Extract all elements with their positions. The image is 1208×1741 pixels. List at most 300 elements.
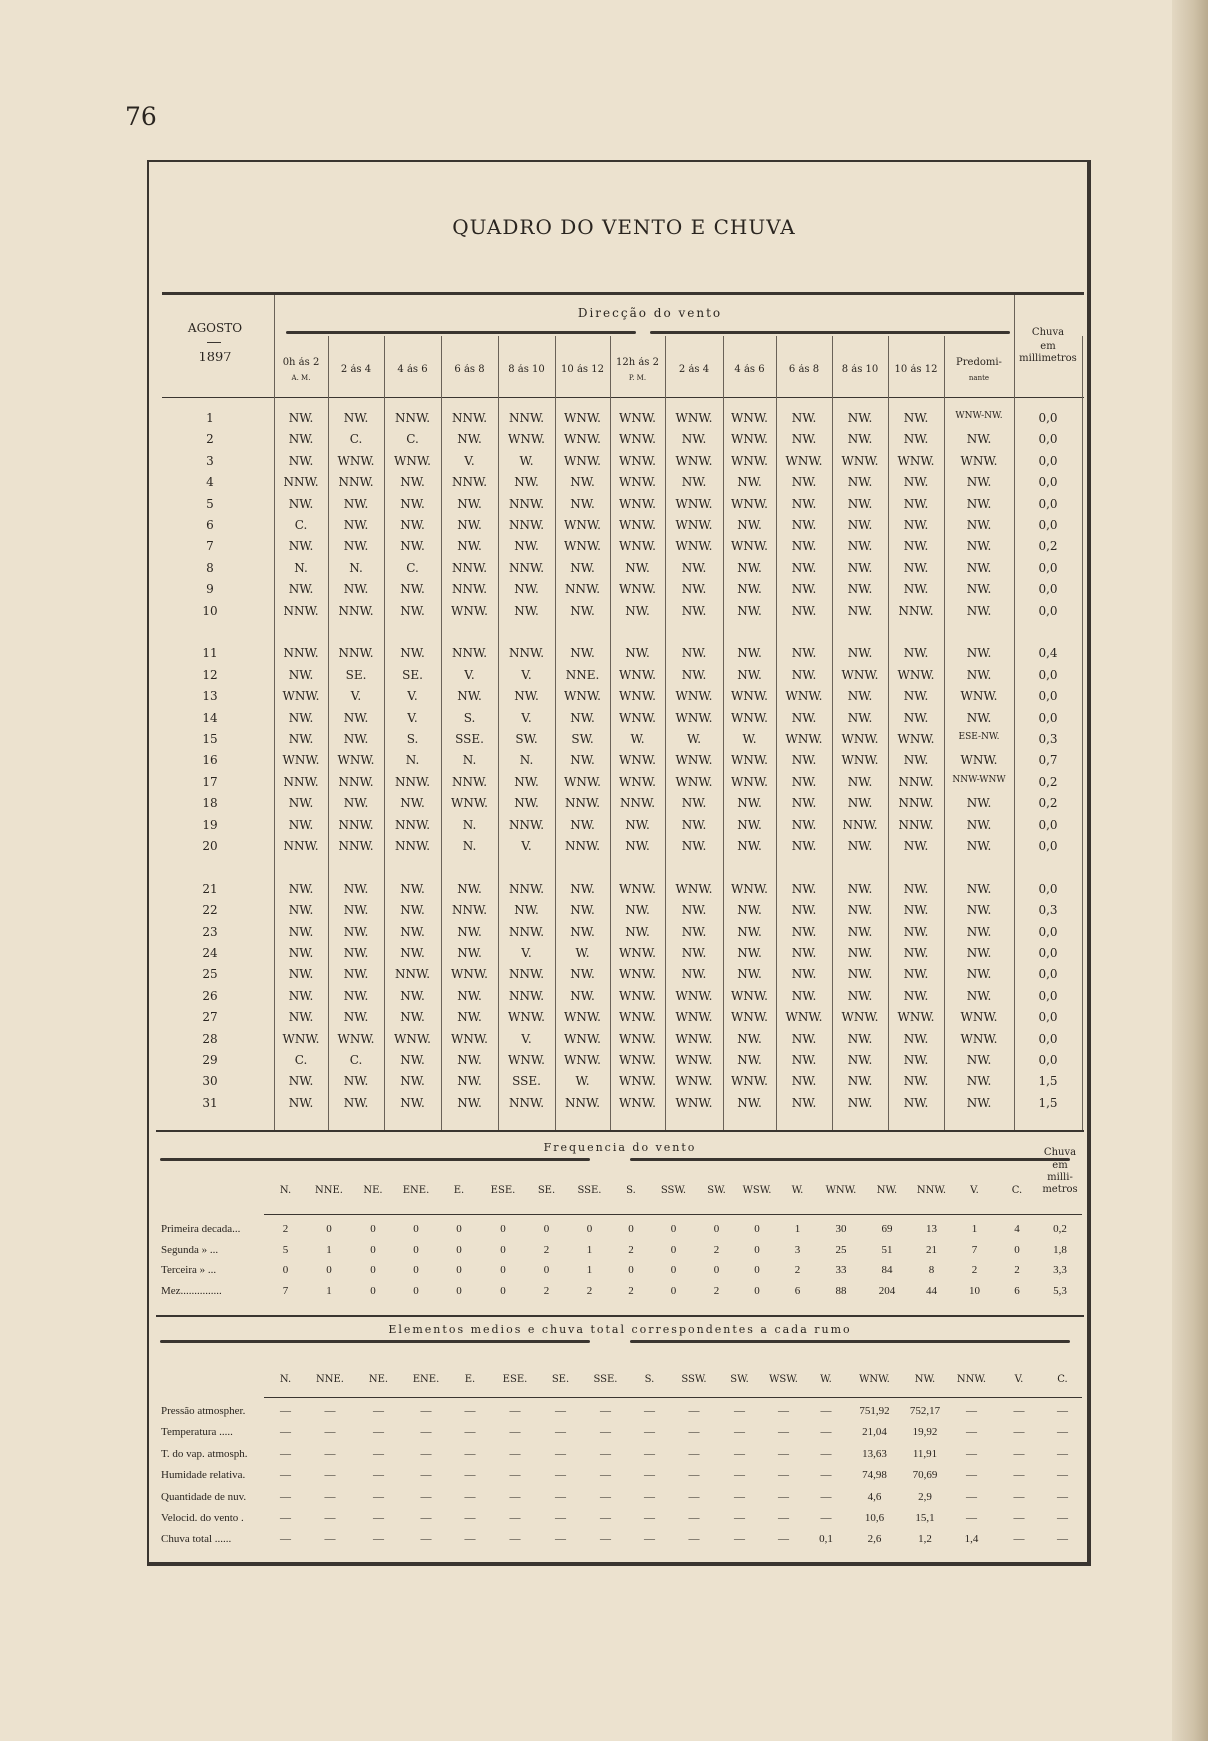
wind-cell: 0,7 [1038, 753, 1058, 768]
wind-cell: NW. [514, 774, 539, 789]
column-header: 12h ás 2 [616, 357, 659, 368]
table-cell: — [420, 1405, 432, 1417]
wind-cell: 28 [202, 1031, 218, 1046]
wind-cell: N. [349, 560, 363, 575]
table-cell: — [688, 1512, 700, 1524]
column-header: W. [820, 1374, 832, 1385]
wind-cell: NW. [343, 496, 369, 511]
wind-cell: NW. [514, 796, 539, 811]
direction-swash-right [650, 331, 1010, 334]
wind-cell: NW. [737, 924, 762, 939]
column-header: WNW. [825, 1185, 857, 1196]
table-cell: 88 [835, 1284, 847, 1297]
section-swash-right [630, 1158, 1070, 1161]
wind-cell: NW. [847, 774, 873, 789]
wind-cell: NNW. [508, 967, 545, 982]
page-edge-shadow [1172, 0, 1208, 1741]
table-cell: — [688, 1490, 700, 1503]
wind-cell: NW. [847, 881, 873, 896]
column-header: NE. [368, 1374, 389, 1385]
table-cell: 0 [282, 1264, 289, 1276]
wind-cell: WNW. [564, 432, 601, 447]
wind-cell: NNE. [565, 667, 600, 682]
table-cell: 1 [326, 1243, 332, 1256]
wind-cell: NW. [737, 603, 762, 618]
wind-cell: NW. [457, 1095, 482, 1110]
wind-cell: NW. [681, 582, 707, 597]
wind-cell: NW. [791, 475, 817, 490]
table-cell: 0 [456, 1243, 462, 1256]
wind-cell: NW. [681, 667, 707, 682]
wind-cell: 26 [202, 988, 218, 1003]
wind-cell: 0,0 [1038, 411, 1058, 425]
table-cell: — [373, 1447, 384, 1460]
rain-header: milli- [1047, 1172, 1073, 1183]
wind-cell: NNW. [451, 411, 488, 425]
wind-cell: NW. [737, 475, 762, 490]
wind-cell: WNW. [675, 1074, 713, 1089]
table-cell: — [688, 1426, 700, 1439]
wind-cell: WNW. [619, 967, 656, 982]
table-cell: — [373, 1490, 384, 1503]
wind-cell: WNW. [564, 539, 601, 554]
table-cell: 15,1 [915, 1512, 935, 1524]
wind-cell: SSE. [455, 732, 484, 746]
wind-cell: NW. [457, 496, 482, 511]
table-cell: 0 [370, 1284, 376, 1297]
column-header: NW. [914, 1374, 936, 1385]
wind-cell: NW. [847, 1053, 873, 1067]
wind-cell: 22 [202, 903, 218, 918]
table-cell: — [688, 1405, 700, 1417]
table-cell: — [464, 1469, 476, 1482]
table-cell: 0 [754, 1284, 760, 1297]
table-cell: — [373, 1469, 384, 1482]
wind-cell: 0,0 [1038, 432, 1058, 447]
wind-cell: SW. [515, 732, 538, 746]
wind-cell: NW. [570, 967, 595, 982]
wind-cell: NW. [343, 881, 369, 896]
wind-cell: WNW. [619, 453, 656, 468]
wind-cell: NW. [288, 667, 314, 682]
wind-cell: NW. [681, 603, 707, 618]
table-cell: — [1013, 1512, 1025, 1524]
section-end-rule [156, 1315, 1084, 1317]
table-cell: 5,3 [1053, 1284, 1067, 1297]
wind-cell: WNW. [785, 1010, 823, 1025]
wind-cell: NNW. [283, 839, 319, 853]
wind-cell: NW. [400, 646, 425, 661]
wind-cell: WNW. [675, 453, 713, 468]
wind-cell: 30 [202, 1074, 218, 1089]
wind-cell: 0,0 [1038, 475, 1058, 490]
wind-cell: WNW. [841, 732, 879, 746]
wind-cell: 25 [202, 967, 218, 982]
wind-cell: 0,0 [1038, 496, 1058, 511]
column-header: E. [453, 1185, 465, 1196]
wind-cell: NW. [847, 988, 873, 1003]
wind-cell: 6 [206, 518, 214, 532]
wind-cell: WNW. [508, 1053, 545, 1067]
year-label: 1897 [198, 352, 232, 364]
wind-cell: NW. [847, 967, 873, 982]
column-header: 10 ás 12 [561, 364, 604, 375]
wind-cell: NNW. [564, 582, 601, 597]
wind-cell: W. [575, 1074, 590, 1089]
wind-cell: NW. [791, 774, 817, 789]
wind-cell: NW. [903, 1031, 929, 1046]
wind-cell: NW. [966, 518, 992, 532]
wind-cell: NW. [791, 753, 817, 768]
table-cell: — [820, 1512, 832, 1524]
wind-cell: 0,0 [1038, 689, 1058, 704]
wind-cell: WNW. [564, 453, 601, 468]
wind-cell: 7 [206, 539, 214, 554]
wind-cell: WNW. [897, 453, 935, 468]
table-cell: — [688, 1469, 700, 1482]
table-cell: — [966, 1405, 977, 1417]
wind-cell: NW. [400, 796, 425, 811]
wind-cell: NW. [737, 560, 762, 575]
wind-cell: WNW. [675, 1031, 713, 1046]
wind-cell: NW. [737, 839, 762, 853]
wind-cell: NW. [625, 603, 650, 618]
row-label: Segunda » ... [161, 1243, 219, 1256]
table-cell: 21 [926, 1243, 937, 1256]
table-cell: — [734, 1490, 745, 1503]
column-header: SSW. [681, 1374, 707, 1385]
wind-cell: WNW. [841, 453, 879, 468]
wind-cell: NW. [400, 518, 425, 532]
column-header: 4 ás 6 [397, 364, 428, 375]
wind-cell: 0,0 [1038, 603, 1058, 618]
wind-cell: NW. [966, 560, 992, 575]
wind-cell: WNW. [731, 988, 768, 1003]
wind-cell: NW. [847, 1031, 873, 1046]
wind-cell: 24 [202, 946, 218, 960]
wind-cell: NNW. [394, 774, 431, 789]
wind-cell: WNW-NW. [955, 411, 1003, 421]
table-cell: — [464, 1512, 476, 1524]
column-header: C. [1011, 1185, 1023, 1196]
wind-cell: WNW. [619, 667, 656, 682]
wind-cell: WNW. [731, 453, 768, 468]
wind-cell: 20 [202, 839, 218, 853]
wind-cell: NNW. [564, 839, 601, 853]
wind-cell: NW. [457, 1074, 482, 1089]
wind-cell: 11 [202, 646, 218, 661]
wind-cell: NW. [847, 1095, 873, 1110]
wind-cell: NW. [966, 496, 992, 511]
wind-cell: NW. [737, 1095, 762, 1110]
wind-cell: NNW. [508, 924, 545, 939]
table-cell: — [420, 1490, 432, 1503]
table-cell: — [778, 1512, 789, 1524]
column-header: WSW. [769, 1374, 798, 1385]
wind-cell: 15 [202, 732, 218, 746]
column-header: ENE. [412, 1374, 440, 1385]
wind-cell: NNW. [508, 496, 545, 511]
row-label: Terceira » ... [161, 1264, 217, 1276]
wind-cell: W. [519, 453, 534, 468]
wind-cell: NW. [737, 646, 762, 661]
wind-cell: NNW. [283, 774, 319, 789]
wind-cell: NNW. [338, 839, 374, 853]
wind-cell: 0,0 [1038, 817, 1058, 832]
wind-cell: 13 [202, 689, 218, 704]
wind-cell: NNW. [508, 988, 545, 1003]
wind-cell: NW. [400, 924, 425, 939]
table-cell: 0 [500, 1243, 506, 1256]
table-cell: — [280, 1490, 291, 1503]
wind-cell: 0,3 [1038, 732, 1058, 746]
table-cell: — [644, 1469, 655, 1482]
wind-cell: WNW. [960, 689, 998, 704]
wind-cell: NW. [791, 710, 817, 725]
table-cell: 4,6 [867, 1490, 882, 1503]
table-cell: 21,04 [862, 1426, 887, 1439]
column-header: S. [626, 1185, 636, 1196]
table-cell: — [734, 1426, 745, 1439]
wind-cell: WNW. [785, 732, 823, 746]
wind-cell: NW. [966, 967, 992, 982]
wind-cell: NW. [400, 1074, 425, 1089]
month-label: AGOSTO [187, 322, 243, 334]
column-header: W. [791, 1185, 804, 1196]
wind-cell: 0,0 [1038, 1010, 1058, 1025]
wind-cell: NW. [681, 475, 707, 490]
wind-cell: NW. [288, 1095, 314, 1110]
wind-cell: NW. [737, 667, 762, 682]
table-cell: 1,4 [964, 1533, 979, 1546]
wind-cell: NW. [791, 881, 817, 896]
column-header: 0h ás 2 [282, 357, 320, 368]
wind-cell: NW. [903, 646, 929, 661]
wind-cell: NW. [343, 1095, 369, 1110]
table-cell: — [509, 1490, 521, 1503]
wind-cell: NW. [966, 796, 992, 811]
column-header: E. [464, 1374, 476, 1385]
wind-cell: NW. [903, 1074, 929, 1089]
table-cell: 7 [971, 1243, 978, 1256]
wind-cell: 16 [202, 753, 218, 768]
table-cell: — [509, 1469, 521, 1482]
wind-cell: 31 [202, 1095, 218, 1110]
wind-cell: WNW. [675, 539, 713, 554]
wind-cell: NW. [514, 689, 539, 704]
wind-cell: NNW. [451, 774, 488, 789]
wind-cell: NNW. [508, 560, 545, 575]
wind-cell: NW. [903, 753, 929, 768]
wind-cell: NW. [343, 518, 369, 532]
wind-cell: NW. [903, 539, 929, 554]
table-cell: — [509, 1447, 521, 1460]
table-cell: 2,9 [918, 1490, 932, 1503]
wind-cell: NW. [288, 881, 314, 896]
table-cell: — [600, 1512, 611, 1524]
wind-cell: NW. [288, 946, 314, 960]
wind-cell: NW. [791, 839, 817, 853]
wind-cell: NNW. [283, 475, 319, 490]
wind-cell: NW. [570, 753, 595, 768]
wind-cell: 0,0 [1038, 946, 1058, 960]
table-cell: — [820, 1447, 832, 1460]
wind-cell: NW. [681, 796, 707, 811]
table-cell: — [966, 1469, 977, 1482]
wind-cell: WNW. [619, 753, 656, 768]
wind-cell: 0,0 [1038, 1053, 1058, 1067]
wind-cell: NW. [737, 518, 762, 532]
table-cell: — [734, 1447, 745, 1460]
table-cell: 0 [543, 1264, 550, 1276]
table-cell: 0 [754, 1264, 760, 1276]
wind-cell: NNW. [338, 646, 374, 661]
wind-cell: 1,5 [1038, 1074, 1058, 1089]
column-header: V. [1014, 1374, 1024, 1385]
wind-cell: NNW. [394, 839, 431, 853]
column-header: V. [970, 1185, 979, 1196]
wind-cell: NW. [966, 539, 992, 554]
wind-cell: WNW. [619, 946, 656, 960]
section-swash-left [160, 1158, 590, 1161]
wind-cell: 9 [206, 582, 214, 597]
section-title: Elementos medios e chuva total correspondentes a cada rumo [388, 1323, 852, 1336]
column-header: SE. [551, 1374, 570, 1385]
wind-cell: NW. [791, 1074, 817, 1089]
column-header-sub: nante [968, 374, 990, 382]
table-cell: 0 [713, 1223, 720, 1235]
wind-cell: NW. [966, 924, 992, 939]
wind-cell: NW. [514, 582, 539, 597]
wind-cell: NW. [570, 924, 595, 939]
table-cell: — [734, 1469, 745, 1482]
wind-cell: WNW. [394, 453, 431, 468]
wind-cell: WNW. [564, 1010, 601, 1025]
wind-cell: NW. [681, 646, 707, 661]
wind-cell: NW. [681, 432, 707, 447]
wind-cell: NW. [966, 667, 992, 682]
table-cell: — [464, 1447, 476, 1460]
wind-cell: NW. [966, 603, 992, 618]
wind-cell: 0,0 [1038, 881, 1058, 896]
wind-cell: NW. [625, 817, 650, 832]
wind-cell: C. [349, 432, 363, 447]
wind-cell: NW. [343, 946, 369, 960]
wind-cell: N. [462, 753, 477, 768]
wind-cell: NW. [400, 903, 425, 918]
wind-cell: NNW. [898, 817, 934, 832]
wind-cell: NNW. [451, 646, 488, 661]
header-rule [162, 397, 1084, 398]
wind-cell: 3 [206, 453, 214, 468]
wind-cell: V. [464, 667, 475, 682]
wind-cell: NW. [570, 603, 595, 618]
table-cell: 0 [370, 1223, 376, 1235]
column-header: ENE. [402, 1185, 430, 1196]
table-cell: 1 [586, 1243, 593, 1256]
table-cell: — [373, 1405, 384, 1417]
wind-cell: NW. [457, 988, 482, 1003]
wind-cell: WNW. [619, 881, 656, 896]
wind-cell: NW. [847, 582, 873, 597]
section-end-rule [156, 1130, 1084, 1132]
table-cell: 3 [794, 1243, 801, 1256]
wind-cell: NNW. [564, 796, 601, 811]
wind-cell: NW. [737, 817, 762, 832]
wind-cell: C. [294, 1053, 308, 1067]
column-header: ESE. [502, 1374, 528, 1385]
wind-cell: NW. [343, 903, 369, 918]
table-cell: 13 [926, 1223, 937, 1235]
header-rule [264, 1214, 1082, 1215]
table-cell: 2 [713, 1284, 720, 1297]
wind-cell: NW. [737, 946, 762, 960]
wind-cell: WNW. [564, 518, 601, 532]
wind-cell: NW. [903, 560, 929, 575]
wind-cell: WNW. [785, 689, 823, 704]
wind-cell: N. [519, 753, 534, 768]
table-cell: 6 [1014, 1284, 1020, 1297]
wind-cell: V. [464, 453, 475, 468]
wind-cell: WNW. [282, 753, 320, 768]
table-cell: — [420, 1512, 432, 1524]
wind-cell: NW. [791, 1031, 817, 1046]
table-cell: 10 [969, 1284, 980, 1297]
wind-cell: NW. [847, 646, 873, 661]
table-cell: — [555, 1447, 566, 1460]
wind-cell: N. [462, 839, 477, 853]
table-cell: 0 [628, 1223, 634, 1235]
column-header: 8 ás 10 [841, 364, 879, 375]
wind-cell: NW. [570, 560, 595, 575]
wind-cell: NNW. [508, 881, 545, 896]
wind-cell: NW. [570, 646, 595, 661]
table-cell: 0 [713, 1264, 720, 1276]
wind-cell: NW. [288, 817, 314, 832]
wind-cell: SSE. [512, 1074, 541, 1089]
table-cell: 30 [835, 1223, 847, 1235]
wind-cell: 14 [202, 710, 218, 725]
wind-cell: WNW. [785, 453, 823, 468]
wind-cell: NW. [400, 603, 425, 618]
wind-cell: NW. [737, 1031, 762, 1046]
wind-cell: NNW. [451, 475, 488, 490]
wind-cell: NW. [457, 1053, 482, 1067]
table-cell: 51 [881, 1243, 893, 1256]
table-cell: 70,69 [912, 1469, 938, 1482]
wind-cell: WNW. [619, 710, 656, 725]
table-cell: — [644, 1490, 655, 1503]
column-header-sub: A. M. [291, 374, 311, 382]
wind-cell: WNW. [960, 1010, 998, 1025]
wind-cell: NW. [681, 946, 707, 960]
table-cell: — [1013, 1533, 1025, 1546]
wind-cell: 0,3 [1038, 903, 1058, 918]
table-cell: — [324, 1533, 336, 1546]
wind-cell: NW. [400, 988, 425, 1003]
wind-cell: V. [407, 689, 418, 704]
table-cell: — [555, 1426, 566, 1439]
table-cell: — [324, 1405, 336, 1417]
wind-cell: NW. [400, 496, 425, 511]
column-header: 2 ás 4 [678, 364, 710, 375]
table-cell: — [464, 1533, 476, 1546]
table-cell: 1 [586, 1264, 593, 1276]
wind-cell: NW. [570, 817, 595, 832]
wind-cell: 8 [206, 560, 214, 575]
table-cell: — [464, 1405, 476, 1417]
column-header: 6 ás 8 [454, 364, 485, 375]
